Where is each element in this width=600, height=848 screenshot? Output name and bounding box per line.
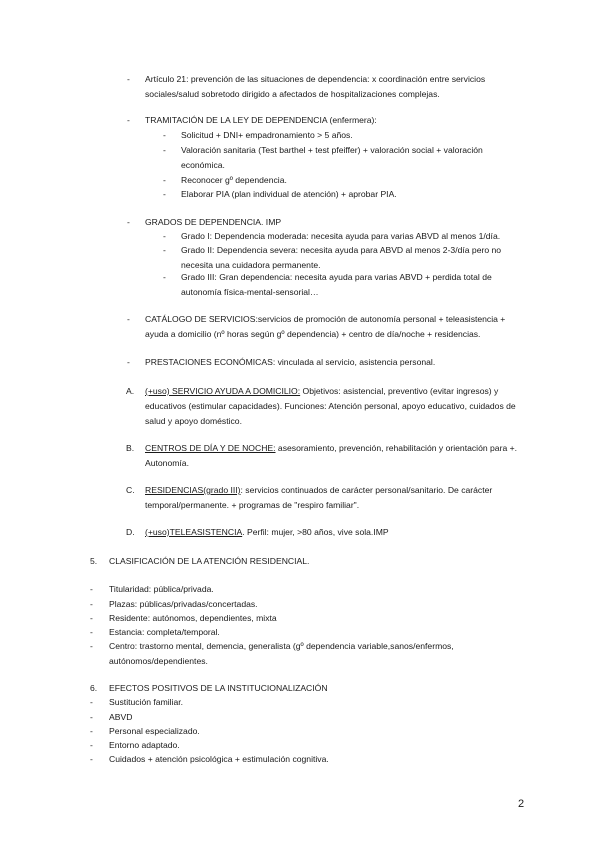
bullet-dash: - (127, 357, 130, 367)
articulo21-text: : prevención de las situaciones de dependencia: x coordinación entre servicios sociales/salud sobretodo dirigido a afectados de hospitalizaciones complejas. (145, 74, 486, 99)
bullet-dash: - (127, 115, 130, 125)
articulo21-title: Artículo 21 (145, 74, 187, 84)
section5-title: CLASIFICACIÓN DE LA ATENCIÓN RESIDENCIAL. (109, 556, 310, 566)
section5-item: Residente: autónomos, dependientes, mixta (109, 613, 277, 623)
bullet-dash: - (90, 599, 93, 609)
bullet-dash: - (127, 74, 130, 84)
teleasistencia (145, 525, 520, 540)
sub-bullet-dash: - (163, 231, 166, 241)
section5-item: Estancia: completa/temporal. (109, 627, 220, 637)
bullet-dash: - (90, 627, 93, 637)
letter-marker: D. (126, 527, 135, 537)
section5-item: Plazas: públicas/privadas/concertadas. (109, 599, 258, 609)
bullet-dash: - (90, 584, 93, 594)
section6-item: Cuidados + atención psicológica + estimulación cognitiva. (109, 754, 329, 764)
articulo21-item (145, 72, 515, 102)
bullet-dash: - (90, 641, 93, 651)
bullet-dash: - (90, 754, 93, 764)
prestaciones-item (145, 355, 515, 370)
catalogo-item (145, 312, 520, 342)
section6-item: Sustitución familiar. (109, 697, 184, 707)
bullet-dash: - (90, 726, 93, 736)
lettered-heading: CENTROS DE DÍA Y DE NOCHE: (145, 443, 276, 453)
lettered-text: asesoramiento, prevención, rehabilitación y orientación para +. Autonomía. (145, 443, 518, 468)
bullet-dash: - (90, 740, 93, 750)
page-number: 2 (518, 798, 525, 810)
sub-bullet-dash: - (163, 175, 166, 185)
residencias (145, 483, 520, 513)
sub-bullet-dash: - (163, 272, 166, 282)
bullet-dash: - (127, 217, 130, 227)
lettered-heading: RESIDENCIAS(grado III) (145, 485, 241, 495)
letter-marker: C. (126, 485, 135, 495)
grados-subitem: Grado I: Dependencia moderada: necesita ayuda para varias ABVD al menos 1/día. (181, 231, 501, 241)
centros-dia-noche (145, 441, 520, 471)
tramitacion-subitem: Elaborar PIA (plan individual de atención) + aprobar PIA. (181, 189, 397, 199)
grados-subitem: Grado III: Gran dependencia: necesita ayuda para varias ABVD + perdida total de autonomía física-mental-sensorial… (181, 272, 492, 297)
bullet-dash: - (127, 314, 130, 324)
lettered-text: Objetivos: asistencial, preventivo (evitar ingresos) y educativos (estimular capacidades). Funciones: Atención personal, apoyo educativo, cuidados de salud y apoyo doméstico. (145, 386, 516, 426)
section6-item: Entorno adaptado. (109, 740, 180, 750)
lettered-heading: (+uso)TELEASISTENCIA (145, 527, 243, 537)
catalogo-title: CATÁLOGO DE SERVICIOS: (145, 314, 258, 324)
lettered-text: : servicios continuados de carácter personal/sanitario. De carácter temporal/permanente. + programas de "respiro familiar". (145, 485, 493, 510)
tramitacion-subitem: Solicitud + DNI+ empadronamiento > 5 años. (181, 130, 353, 140)
tramitacion-subitem: Valoración sanitaria (Test barthel + test pfeiffer) + valoración social + valoración económica. (181, 145, 483, 170)
sub-bullet-dash: - (163, 245, 166, 255)
bullet-dash: - (90, 613, 93, 623)
prestaciones-title: PRESTACIONES ECONÓMICAS (145, 357, 273, 367)
bullet-dash: - (90, 712, 93, 722)
servicio-ayuda-domicilio (145, 384, 520, 429)
section5-item: Centro: trastorno mental, demencia, generalista (gº dependencia variable,sanos/enfermos, autónomos/dependientes. (109, 641, 454, 666)
section-number: 5. (90, 556, 98, 566)
sub-bullet-dash: - (163, 130, 166, 140)
letter-marker: A. (126, 386, 135, 396)
grados-subitem: Grado II: Dependencia severa: necesita ayuda para ABVD al menos 2-3/día pero no necesita una cuidadora permanente. (181, 245, 502, 270)
lettered-text: . Perfil: mujer, >80 años, vive sola.IMP (242, 527, 389, 537)
tramitacion-subitem: Reconocer gº dependencia. (181, 175, 287, 185)
bullet-dash: - (90, 697, 93, 707)
letter-marker: B. (126, 443, 135, 453)
prestaciones-text: : vinculada al servicio, asistencia personal. (272, 357, 436, 367)
grados-title: GRADOS DE DEPENDENCIA. IMP (145, 217, 282, 227)
catalogo-text: servicios de promoción de autonomía personal + teleasistencia + ayuda a domicilio (nº horas según gº dependencia) + centro de día/noche + residencias. (145, 314, 506, 339)
section5-item: Titularidad: pública/privada. (109, 584, 214, 594)
section-number: 6. (90, 683, 98, 693)
lettered-heading: (+uso) SERVICIO AYUDA A DOMICILIO: (145, 386, 301, 396)
section6-item: Personal especializado. (109, 726, 200, 736)
section6-title: EFECTOS POSITIVOS DE LA INSTITUCIONALIZACIÓN (109, 683, 328, 693)
sub-bullet-dash: - (163, 145, 166, 155)
sub-bullet-dash: - (163, 189, 166, 199)
section6-item: ABVD (109, 712, 133, 722)
tramitacion-title: TRAMITACIÓN DE LA LEY DE DEPENDENCIA (enfermera): (145, 115, 377, 125)
